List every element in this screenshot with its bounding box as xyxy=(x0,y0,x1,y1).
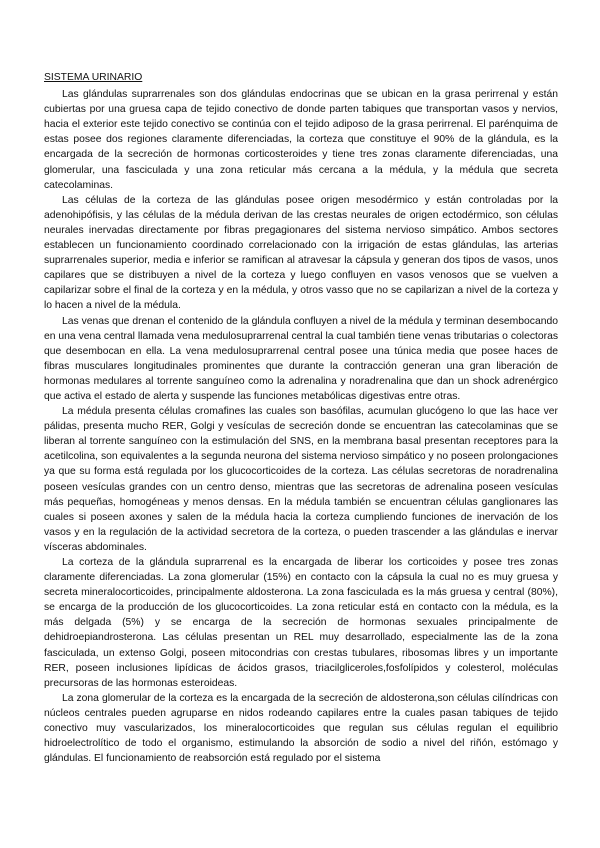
paragraph-zona-glomerular: La zona glomerular de la corteza es la encargada de la secreción de aldosterona,son células cilíndricas con núcleos centrales pueden agruparse en nidos rodeando capilares entre la cuales pasan tabiques de tejido conectivo muy vascularizados, los mineralocorticoides que regulan sus células regulan el equilibrio hidroelectrolítico de todo el organismo, estimulando la absorción de sodio a nivel del riñón, estómago y glándulas. El funcionamiento de reabsorción está regulado por el sistema xyxy=(44,692,558,765)
document-title: SISTEMA URINARIO xyxy=(44,72,143,83)
paragraph-medula: La médula presenta células cromafines las cuales son basófilas, acumulan glucógeno lo que las hace ver pálidas, presenta mucho RER, Golgi y vesículas de secreción donde se encuentran las catecolaminas que se liberan al torrente sanguíneo con la estimulación del SNS, en la membrana basal presentan receptores para la acetilcolina, son equivalentes a la segunda neurona del sistema nervioso simpático y no poseen prolongaciones ya que su forma está regulada por los glucocorticoides de la corteza. Las células secretoras de noradrenalina poseen vesículas grandes con un centro denso, mientras que las secretoras de adrenalina poseen vesículas más pequeñas, homogéneas y menos densas. En la médula también se encuentran células ganglionares las cuales si poseen axones y salen de la médula hacia la corteza cumpliendo funciones de inervación de los vasos y en la regulación de la actividad secretora de la corteza, o pueden trascender a las glándulas e inervar vísceras abdominales. xyxy=(44,406,558,553)
paragraph-corteza-zonas: La corteza de la glándula suprarrenal es la encargada de liberar los corticoides y posee tres zonas claramente diferenciadas. La zona glomerular (15%) en contacto con la cápsula la cual no es muy gruesa y secreta mineralocorticoides, principalmente aldosterona. La zona fasciculada es la más gruesa y central (80%), se encarga de la producción de los glucocorticoides. La zona reticular está en contacto con la médula, es la más delgada (5%) y se encarga de la secreción de hormonas sexuales principalmente de dehidroepiandrosterona. Las células presentan un REL muy desarrollado, especialmente las de la zona fasciculada, un extenso Golgi, poseen mitocondrias con crestas tubulares, ribosomas libres y un importante RER, poseen inclusiones lipídicas de ácidos grasos, triacilgliceroles,fosfolípidos y colesterol, moléculas precursoras de las hormonas esteroideas. xyxy=(44,557,558,689)
document-page xyxy=(44,70,558,766)
paragraph-glandulas-suprarrenales: Las glándulas suprarrenales son dos glándulas endocrinas que se ubican en la grasa perirrenal y están cubiertas por una gruesa capa de tejido conectivo de donde parten tabiques que transportan vasos y nervios, hacia el exterior este tejido conectivo se continúa con el tejido adiposo de la grasa perirrenal. El parénquima de estas posee dos regiones claramente diferenciadas, la corteza que constituye el 90% de la glándula, es la encargada de la secreción de hormonas corticosteroides y tiene tres zonas claramente diferenciadas, una glomerular, una fasciculada y una zona reticular más cercana a la médula, y la médula que secreta catecolaminas. xyxy=(44,89,558,191)
paragraph-celulas-corteza: Las células de la corteza de las glándulas posee origen mesodérmico y están controladas por la adenohipófisis, y las células de la médula derivan de las crestas neurales de origen ectodérmico, son células neurales inervadas directamente por fibras pregagionares del sistema nervioso simpático. Ambos sectores establecen un funcionamiento coordinado correlacionado con la irrigación de estas glándulas, las arterias suprarrenales superior, media e inferior se ramifican al atravesar la cápsula y generan dos tipos de vasos, unos capilares que se distribuyen a nivel de la corteza y luego confluyen en vasos venosos que se vuelven a capilarizar sobre el final de la corteza y en la médula, y otros vasso que no se capilarizan a nivel de la corteza y lo hacen a nivel de la médula. xyxy=(44,194,558,312)
paragraph-venas: Las venas que drenan el contenido de la glándula confluyen a nivel de la médula y terminan desembocando en una vena central llamada vena medulosuprarrenal central la cual también tiene venas tributarias o colectoras que desembocan en ella. La vena medulosuprarrenal central posee una túnica media que posee haces de fibras musculares longitudinales prominentes que durante la contracción generan una gran liberación de hormonas medulares al torrente sanguíneo como la adrenalina y noradrenalina que dan un shock adrenérgico que activa el estado de alerta y suspende las funciones metabólicas digestivas entre otras. xyxy=(44,315,558,402)
